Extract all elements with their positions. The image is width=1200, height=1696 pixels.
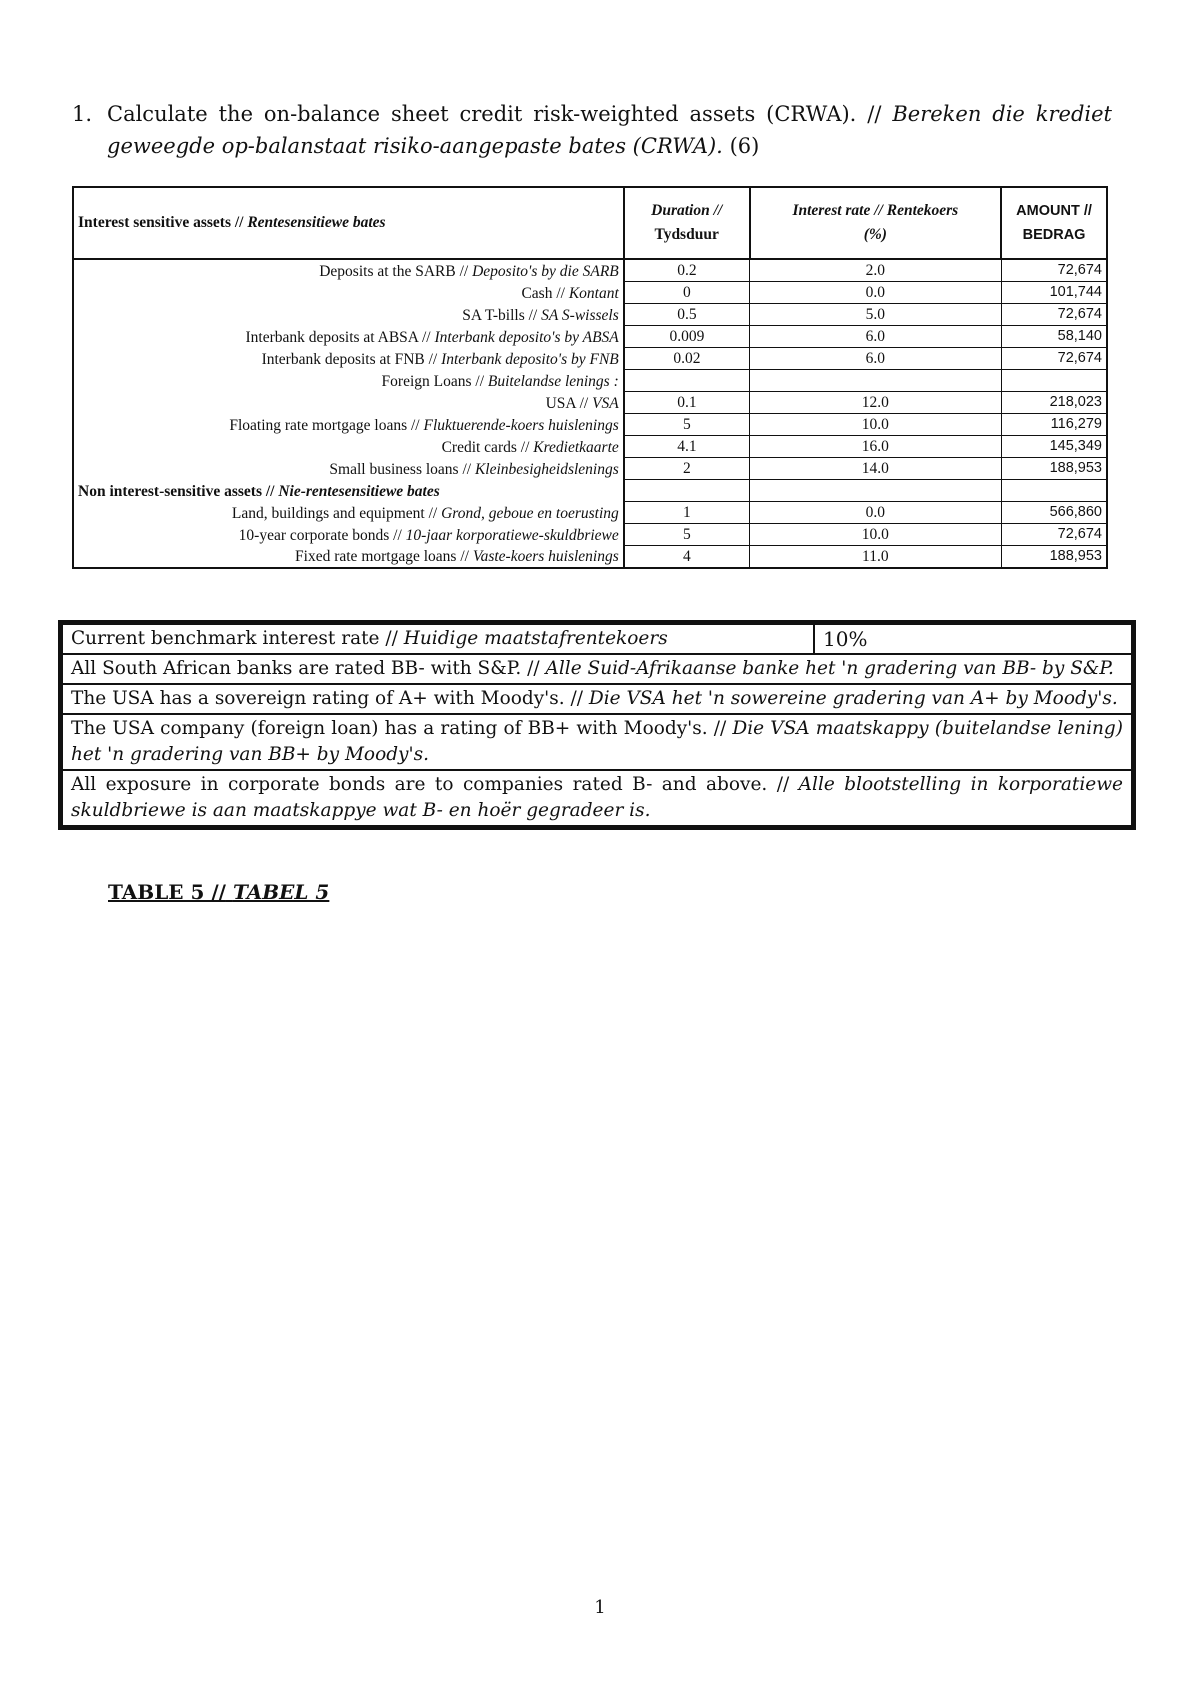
question-text-en: Calculate the on-balance sheet credit risk-weighted assets (CRWA). //: [107, 102, 882, 126]
row-amount: 188,953: [1001, 458, 1107, 480]
note-corporate-bonds-rating: All exposure in corporate bonds are to companies rated B- and above. // Alle blootstelling in korporatiewe skuldbriewe is aan maatskappye wat B- en hoër gegradeer is.: [61, 770, 1134, 828]
row-duration: [624, 370, 750, 392]
note-row: [61, 684, 1134, 714]
question-text: [107, 98, 1112, 162]
section-subheader-row: [73, 480, 1107, 502]
row-amount: 72,674: [1001, 524, 1107, 546]
table-caption: [108, 880, 329, 904]
row-rate: 12.0: [750, 392, 1001, 414]
table-row: [73, 282, 1107, 304]
row-duration: 0: [624, 282, 750, 304]
row-amount: 72,674: [1001, 304, 1107, 326]
row-rate: 6.0: [750, 348, 1001, 370]
row-duration: 2: [624, 458, 750, 480]
question-marks: (6): [729, 134, 760, 158]
row-rate: 2.0: [750, 259, 1001, 282]
row-label: USA // VSA: [73, 392, 624, 414]
row-amount: 58,140: [1001, 326, 1107, 348]
row-label: Interbank deposits at FNB // Interbank deposito's by FNB: [73, 348, 624, 370]
row-rate: [750, 370, 1001, 392]
header-interest-rate: [750, 187, 1001, 259]
row-duration: 0.1: [624, 392, 750, 414]
note-row: [61, 770, 1134, 828]
row-rate: 6.0: [750, 326, 1001, 348]
benchmark-label: Current benchmark interest rate // Huidige maatstafrentekoers: [61, 623, 815, 655]
note-usa-company-rating: The USA company (foreign loan) has a rating of BB+ with Moody's. // Die VSA maatskappy (buitelandse lening) het 'n gradering van BB+ by Moody's.: [61, 714, 1134, 770]
table-row: [73, 546, 1107, 569]
row-amount: 72,674: [1001, 259, 1107, 282]
row-duration: 1: [624, 502, 750, 524]
empty-cell: [624, 480, 750, 502]
question-1: [72, 98, 1112, 162]
row-label: Interbank deposits at ABSA // Interbank deposito's by ABSA: [73, 326, 624, 348]
table-row: [73, 436, 1107, 458]
row-rate: 10.0: [750, 524, 1001, 546]
row-amount: 101,744: [1001, 282, 1107, 304]
row-amount: [1001, 370, 1107, 392]
table-row: [73, 370, 1107, 392]
row-label: 10-year corporate bonds // 10-jaar korporatiewe-skuldbriewe: [73, 524, 624, 546]
question-text-af: Bereken die krediet geweegde op-balanstaat risiko-aangepaste bates (CRWA).: [107, 102, 1112, 158]
row-rate: 16.0: [750, 436, 1001, 458]
header-rate-label: Interest rate // Rentekoers: [792, 202, 959, 219]
benchmark-value: 10%: [814, 623, 1134, 655]
note-row: [61, 714, 1134, 770]
row-duration: 5: [624, 524, 750, 546]
row-rate: 11.0: [750, 546, 1001, 569]
row-label: SA T-bills // SA S-wissels: [73, 304, 624, 326]
benchmark-row: [61, 623, 1134, 655]
row-duration: 0.02: [624, 348, 750, 370]
assets-table-header: [73, 187, 1107, 259]
row-rate: 5.0: [750, 304, 1001, 326]
row-amount: 72,674: [1001, 348, 1107, 370]
row-rate: 14.0: [750, 458, 1001, 480]
note-sa-banks-rating: All South African banks are rated BB- with S&P. // Alle Suid-Afrikaanse banke het 'n gradering van BB- by S&P.: [61, 654, 1134, 684]
note-row: [61, 654, 1134, 684]
row-label: Cash // Kontant: [73, 282, 624, 304]
page-number: 1: [594, 1597, 606, 1618]
table-row: [73, 348, 1107, 370]
benchmark-table: [58, 620, 1136, 830]
row-label: Land, buildings and equipment // Grond, geboue en toerusting: [73, 502, 624, 524]
caption-af: TABEL 5: [232, 880, 330, 904]
table-row: [73, 414, 1107, 436]
table-row: [73, 502, 1107, 524]
caption-en: TABLE 5 //: [108, 880, 226, 904]
header-assets-en: Interest sensitive assets //: [78, 214, 244, 231]
header-duration-en: Duration //: [651, 202, 723, 219]
row-duration: 0.009: [624, 326, 750, 348]
row-amount: 188,953: [1001, 546, 1107, 569]
header-duration: [624, 187, 750, 259]
row-rate: 10.0: [750, 414, 1001, 436]
table-row: [73, 458, 1107, 480]
table-row: [73, 524, 1107, 546]
table-row: [73, 304, 1107, 326]
table-row: [73, 326, 1107, 348]
empty-cell: [750, 480, 1001, 502]
row-rate: 0.0: [750, 502, 1001, 524]
header-duration-af: Tydsduur: [654, 226, 719, 243]
table-row: [73, 392, 1107, 414]
header-assets: [73, 187, 624, 259]
row-label: Deposits at the SARB // Deposito's by die SARB: [73, 259, 624, 282]
row-rate: 0.0: [750, 282, 1001, 304]
note-usa-sovereign-rating: The USA has a sovereign rating of A+ with Moody's. // Die VSA het 'n sowereine gradering van A+ by Moody's.: [61, 684, 1134, 714]
row-label: Fixed rate mortgage loans // Vaste-koers huislenings: [73, 546, 624, 569]
row-duration: 4.1: [624, 436, 750, 458]
row-duration: 0.2: [624, 259, 750, 282]
section-subheader: Non interest-sensitive assets // Nie-rentesensitiewe bates: [73, 480, 624, 502]
header-assets-af: Rentesensitiewe bates: [247, 214, 386, 231]
row-duration: 5: [624, 414, 750, 436]
table-row: [73, 259, 1107, 282]
question-number: 1.: [72, 102, 93, 126]
row-amount: 218,023: [1001, 392, 1107, 414]
row-amount: 145,349: [1001, 436, 1107, 458]
row-amount: 116,279: [1001, 414, 1107, 436]
row-label: Credit cards // Kredietkaarte: [73, 436, 624, 458]
row-label: Floating rate mortgage loans // Fluktuerende-koers huislenings: [73, 414, 624, 436]
row-amount: 566,860: [1001, 502, 1107, 524]
row-label: Small business loans // Kleinbesigheidslenings: [73, 458, 624, 480]
header-amount-en: AMOUNT //: [1016, 203, 1092, 219]
row-duration: 0.5: [624, 304, 750, 326]
empty-cell: [1001, 480, 1107, 502]
assets-table: [72, 186, 1108, 569]
header-rate-unit: (%): [863, 226, 887, 243]
header-amount-af: BEDRAG: [1022, 227, 1086, 243]
header-amount: [1001, 187, 1107, 259]
row-label: Foreign Loans // Buitelandse lenings :: [73, 370, 624, 392]
row-duration: 4: [624, 546, 750, 569]
